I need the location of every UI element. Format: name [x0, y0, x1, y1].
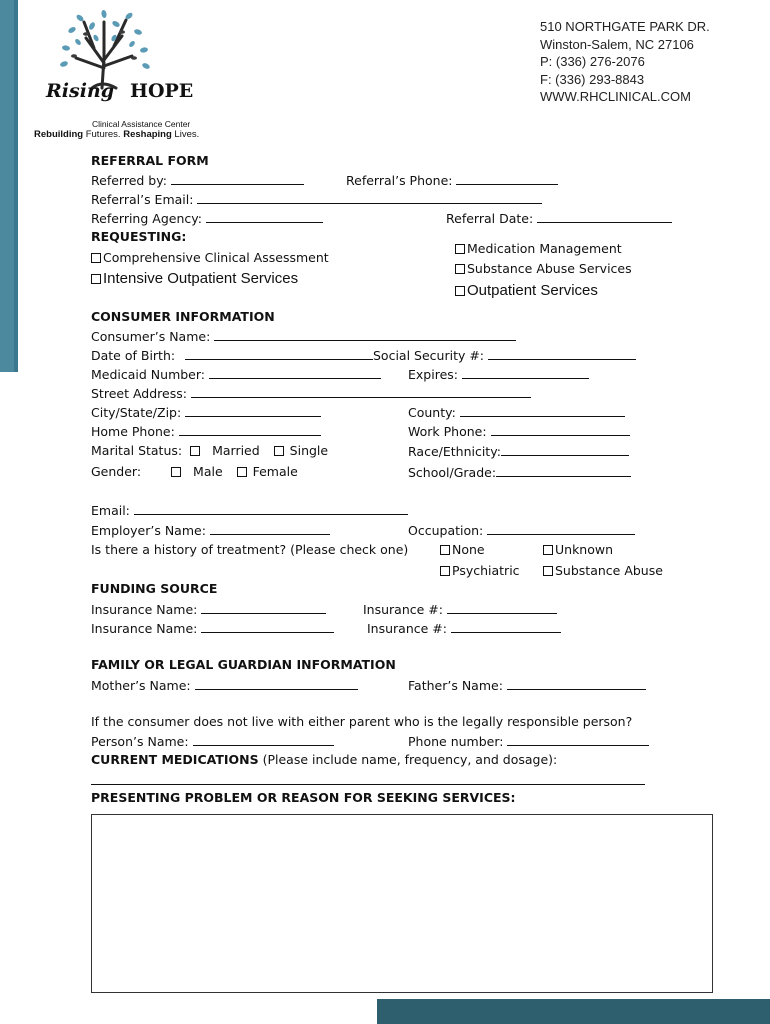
- home-phone-label: Home Phone:: [91, 424, 175, 439]
- employer-row: [91, 522, 330, 538]
- medications-field[interactable]: [91, 771, 645, 785]
- insurance-num-row-2: [367, 620, 561, 636]
- referral-email-field[interactable]: [197, 191, 542, 204]
- gender-row: [91, 464, 298, 479]
- referred-by-field[interactable]: [171, 172, 304, 185]
- option-substance[interactable]: [455, 261, 632, 276]
- referring-agency-label: Referring Agency:: [91, 211, 202, 226]
- person-row: [91, 733, 334, 749]
- problem-textarea[interactable]: [91, 814, 713, 993]
- marital-label: Marital Status:: [91, 443, 183, 458]
- male-label: Male: [193, 464, 223, 479]
- address-city: Winston-Salem, NC 27106: [540, 36, 694, 52]
- history-none[interactable]: [440, 542, 485, 557]
- referral-date-row: [446, 210, 672, 226]
- insurance-name-field[interactable]: [201, 601, 326, 614]
- referred-by-row: [91, 172, 304, 188]
- person-field[interactable]: [193, 733, 334, 746]
- medicaid-row: [91, 366, 381, 382]
- street-field[interactable]: [191, 385, 531, 398]
- checkbox-icon[interactable]: [274, 446, 284, 456]
- tagline-rebuilding: Rebuilding: [34, 129, 84, 140]
- referral-email-row: [91, 191, 542, 207]
- left-accent-shade: [0, 0, 14, 372]
- address-block: [540, 18, 710, 106]
- work-phone-field[interactable]: [491, 423, 630, 436]
- occupation-label: Occupation:: [408, 523, 484, 538]
- option-comprehensive[interactable]: [91, 250, 329, 265]
- school-row: [408, 464, 631, 480]
- street-row: [91, 385, 531, 401]
- employer-label: Employer’s Name:: [91, 523, 206, 538]
- expires-field[interactable]: [462, 366, 589, 379]
- history-unknown[interactable]: [543, 542, 613, 557]
- checkbox-icon[interactable]: [440, 566, 450, 576]
- insurance-num-row-1: [363, 601, 557, 617]
- history-unknown-label: Unknown: [555, 542, 614, 557]
- insurance-name-label: Insurance Name:: [91, 621, 198, 636]
- county-row: [408, 404, 625, 420]
- guardian-phone-label: Phone number:: [408, 734, 504, 749]
- home-phone-row: [91, 423, 321, 439]
- race-label: Race/Ethnicity:: [408, 444, 501, 459]
- address-street: 510 NORTHGATE PARK DR.: [540, 19, 710, 34]
- guardian-phone-field[interactable]: [507, 733, 649, 746]
- logo-tagline: [34, 129, 199, 140]
- address-web: WWW.RHCLINICAL.COM: [540, 89, 691, 104]
- option-outpatient[interactable]: [455, 282, 598, 299]
- option-substance-label: Substance Abuse Services: [467, 261, 632, 276]
- checkbox-icon[interactable]: [190, 446, 200, 456]
- mother-label: Mother’s Name:: [91, 678, 191, 693]
- insurance-num-field[interactable]: [447, 601, 557, 614]
- problem-heading: PRESENTING PROBLEM OR REASON FOR SEEKING SERVICES:: [91, 790, 516, 805]
- gender-label: Gender:: [91, 464, 142, 479]
- tagline-reshaping: Reshaping: [123, 129, 172, 140]
- insurance-name-row-1: [91, 601, 326, 617]
- checkbox-icon[interactable]: [171, 467, 181, 477]
- logo-word-rising: Rising: [46, 80, 115, 102]
- occupation-row: [408, 522, 635, 538]
- expires-row: [408, 366, 589, 382]
- school-label: School/Grade:: [408, 465, 497, 480]
- tagline-futures: Futures.: [85, 129, 121, 140]
- female-label: Female: [252, 464, 298, 479]
- form-title: REFERRAL FORM: [91, 153, 209, 168]
- history-substance[interactable]: [543, 563, 663, 578]
- history-psychiatric[interactable]: [440, 563, 520, 578]
- home-phone-field[interactable]: [179, 423, 321, 436]
- checkbox-icon[interactable]: [455, 286, 465, 296]
- medicaid-label: Medicaid Number:: [91, 367, 206, 382]
- history-substance-label: Substance Abuse: [555, 563, 663, 578]
- father-row: [408, 677, 646, 693]
- guardian-question: If the consumer does not live with either parent who is the legally responsible person?: [91, 714, 633, 729]
- referral-date-field[interactable]: [537, 210, 672, 223]
- dob-row: [91, 347, 373, 363]
- logo-word-hope: HOPE: [130, 80, 194, 102]
- father-field[interactable]: [507, 677, 646, 690]
- work-phone-label: Work Phone:: [408, 424, 487, 439]
- insurance-name-field[interactable]: [201, 620, 334, 633]
- city-field[interactable]: [185, 404, 321, 417]
- option-comprehensive-label: Comprehensive Clinical Assessment: [103, 250, 329, 265]
- checkbox-icon[interactable]: [440, 545, 450, 555]
- bottom-accent-bar: [377, 999, 770, 1024]
- expires-label: Expires:: [408, 367, 458, 382]
- ssn-label: Social Security #:: [373, 348, 485, 363]
- city-row: [91, 404, 321, 420]
- referral-phone-field[interactable]: [456, 172, 558, 185]
- guardian-phone-row: [408, 733, 649, 749]
- work-phone-row: [408, 423, 630, 439]
- county-field[interactable]: [460, 404, 625, 417]
- history-none-label: None: [452, 542, 485, 557]
- checkbox-icon[interactable]: [237, 467, 247, 477]
- tagline-lives: Lives.: [174, 129, 200, 140]
- option-medication-label: Medication Management: [467, 241, 622, 256]
- consumer-name-row: [91, 328, 516, 344]
- street-label: Street Address:: [91, 386, 187, 401]
- option-outpatient-label: Outpatient Services: [467, 282, 598, 299]
- history-psychiatric-label: Psychiatric: [452, 563, 520, 578]
- person-label: Person’s Name:: [91, 734, 189, 749]
- email-field[interactable]: [134, 502, 408, 515]
- checkbox-icon[interactable]: [543, 566, 553, 576]
- referral-email-label: Referral’s Email:: [91, 192, 194, 207]
- consumer-name-label: Consumer’s Name:: [91, 329, 211, 344]
- checkbox-icon[interactable]: [543, 545, 553, 555]
- marital-row: [91, 443, 328, 458]
- funding-heading: FUNDING SOURCE: [91, 581, 218, 596]
- checkbox-icon[interactable]: [455, 244, 465, 254]
- medications-heading: CURRENT MEDICATIONS: [91, 752, 259, 767]
- medications-row: [91, 752, 557, 767]
- ssn-row: [373, 347, 636, 363]
- dob-field[interactable]: [185, 347, 373, 360]
- referral-phone-row: [346, 172, 558, 188]
- referring-agency-field[interactable]: [206, 210, 323, 223]
- insurance-num-label: Insurance #:: [367, 621, 447, 636]
- logo-subtitle: Clinical Assistance Center: [92, 119, 191, 129]
- mother-row: [91, 677, 358, 693]
- requesting-heading: REQUESTING:: [91, 229, 187, 244]
- insurance-name-label: Insurance Name:: [91, 602, 198, 617]
- address-fax: F: (336) 293-8843: [540, 71, 645, 87]
- option-intensive-label: Intensive Outpatient Services: [103, 270, 299, 287]
- medicaid-field[interactable]: [209, 366, 381, 379]
- logo: [34, 8, 214, 146]
- insurance-num-label: Insurance #:: [363, 602, 443, 617]
- ssn-field[interactable]: [488, 347, 636, 360]
- checkbox-icon[interactable]: [91, 274, 101, 284]
- email-row: [91, 502, 408, 518]
- left-accent-bar: [0, 0, 18, 372]
- mother-field[interactable]: [195, 677, 358, 690]
- employer-field[interactable]: [210, 522, 330, 535]
- county-label: County:: [408, 405, 456, 420]
- occupation-field[interactable]: [487, 522, 635, 535]
- married-label: Married: [212, 443, 260, 458]
- insurance-name-row-2: [91, 620, 334, 636]
- dob-label: Date of Birth:: [91, 348, 176, 363]
- city-label: City/State/Zip:: [91, 405, 182, 420]
- email-label: Email:: [91, 503, 130, 518]
- race-row: [408, 443, 629, 459]
- address-phone: P: (336) 276-2076: [540, 54, 645, 69]
- option-medication[interactable]: [455, 241, 622, 256]
- insurance-num-field[interactable]: [451, 620, 561, 633]
- referred-by-label: Referred by:: [91, 173, 167, 188]
- school-field[interactable]: [496, 464, 631, 477]
- referral-date-label: Referral Date:: [446, 211, 534, 226]
- single-label: Single: [289, 443, 329, 458]
- referral-phone-label: Referral’s Phone:: [346, 173, 453, 188]
- referring-agency-row: [91, 210, 323, 226]
- consumer-name-field[interactable]: [214, 328, 516, 341]
- family-heading: FAMILY OR LEGAL GUARDIAN INFORMATION: [91, 657, 396, 672]
- checkbox-icon[interactable]: [91, 253, 101, 263]
- medications-note: (Please include name, frequency, and dosage):: [258, 752, 558, 767]
- race-field[interactable]: [501, 443, 629, 456]
- option-intensive[interactable]: [91, 270, 298, 287]
- checkbox-icon[interactable]: [455, 264, 465, 274]
- father-label: Father’s Name:: [408, 678, 503, 693]
- consumer-heading: CONSUMER INFORMATION: [91, 309, 275, 324]
- history-question: Is there a history of treatment? (Please check one): [91, 542, 409, 557]
